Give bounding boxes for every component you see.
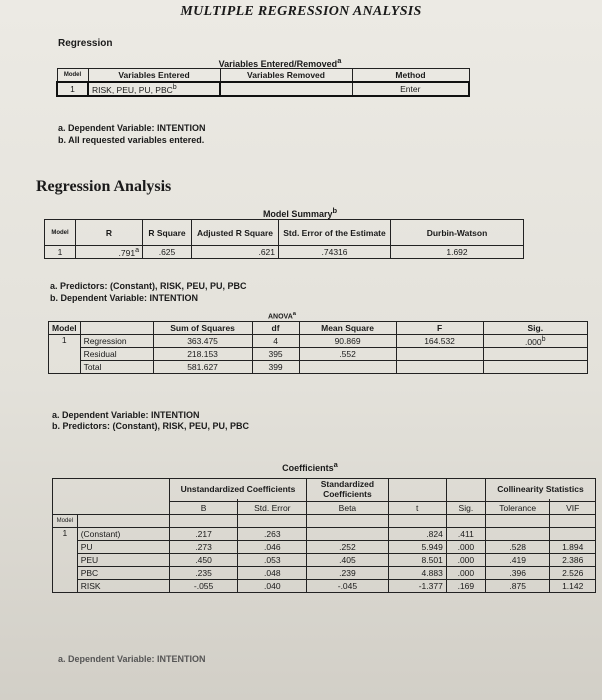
cell-ms xyxy=(299,361,396,374)
cell-std-error: .74316 xyxy=(279,246,391,259)
model-summary-caption: Model Summary$^b$ xyxy=(262,206,338,219)
col-r: R xyxy=(76,220,143,246)
footnote: b. Dependent Variable: INTENTION xyxy=(50,293,199,303)
anova-caption: ANOVA$^a$ xyxy=(267,311,296,321)
cell-label: Residual xyxy=(80,348,153,361)
col-vif: VIF xyxy=(550,502,596,515)
col-std-error: Std. Error xyxy=(238,502,307,515)
cell-t: 5.949 xyxy=(388,541,446,554)
cell-vif xyxy=(550,528,596,541)
cell-vif: 1.894 xyxy=(550,541,596,554)
cell-ms: .552 xyxy=(299,348,396,361)
cell-beta xyxy=(307,528,388,541)
cell-f: 164.532 xyxy=(396,335,483,348)
cell-t: 4.883 xyxy=(388,567,446,580)
col-t: t xyxy=(388,502,446,515)
col-model: Model xyxy=(49,322,81,335)
cell-df: 4 xyxy=(252,335,299,348)
col-adjusted-r-square: Adjusted R Square xyxy=(192,220,279,246)
cell-label: (Constant) xyxy=(77,528,169,541)
cell-tolerance: .875 xyxy=(485,580,550,593)
cell-method: Enter xyxy=(352,82,469,96)
footnote: a. Predictors: (Constant), RISK, PEU, PU, PBC xyxy=(50,281,247,291)
coefficients-table xyxy=(52,478,596,593)
cell-f xyxy=(396,348,483,361)
cell-ms: 90.869 xyxy=(299,335,396,348)
col-f: F xyxy=(396,322,483,335)
cell-vif: 2.386 xyxy=(550,554,596,567)
coefficients-caption: Coefficients$^a$ xyxy=(282,460,338,473)
cell-t: -1.377 xyxy=(388,580,446,593)
cell-f xyxy=(396,361,483,374)
cell-r: .791$^a$ xyxy=(76,246,143,259)
cell-sig xyxy=(483,361,587,374)
col-label xyxy=(80,322,153,335)
col-tolerance: Tolerance xyxy=(485,502,550,515)
cell-entered: RISK, PEU, PU, PBC$^b$ xyxy=(88,82,220,96)
cell-beta: -.045 xyxy=(307,580,388,593)
cell-b: .217 xyxy=(169,528,238,541)
cell-sig: .000 xyxy=(446,567,485,580)
col-variables-entered: Variables Entered xyxy=(88,69,220,83)
col-df: df xyxy=(252,322,299,335)
cell-ss: 581.627 xyxy=(153,361,252,374)
col-variables-removed: Variables Removed xyxy=(220,69,352,83)
cell-beta: .239 xyxy=(307,567,388,580)
cell-beta: .252 xyxy=(307,541,388,554)
col-method: Method xyxy=(352,69,469,83)
cell-tolerance: .419 xyxy=(485,554,550,567)
cell-se: .263 xyxy=(238,528,307,541)
col-collinearity: Collinearity Statistics xyxy=(485,479,595,500)
cell-adjusted-r-square: .621 xyxy=(192,246,279,259)
col-sum-of-squares: Sum of Squares xyxy=(153,322,252,335)
cell-model: 1 xyxy=(49,335,81,374)
cell-df: 395 xyxy=(252,348,299,361)
cell-label: PEU xyxy=(77,554,169,567)
cell-model-header: Model xyxy=(53,515,78,528)
footnote: a. Dependent Variable: INTENTION xyxy=(52,410,200,420)
cell-t: .824 xyxy=(388,528,446,541)
variables-table-caption: Variables Entered/Removed$^a$ xyxy=(218,56,342,69)
cell-tolerance xyxy=(485,528,550,541)
regression-analysis-heading: Regression Analysis xyxy=(36,178,172,195)
cell-b: -.055 xyxy=(169,580,238,593)
col-mean-square: Mean Square xyxy=(299,322,396,335)
cell-t: 8.501 xyxy=(388,554,446,567)
footnote: b. All requested variables entered. xyxy=(58,135,205,145)
footnote: a. Dependent Variable: INTENTION xyxy=(58,123,206,133)
cell-se: .046 xyxy=(238,541,307,554)
col-sig: Sig. xyxy=(446,502,485,515)
cell-sig: .411 xyxy=(446,528,485,541)
col-model: Model xyxy=(45,220,76,246)
cell-beta: .405 xyxy=(307,554,388,567)
cell-label: Total xyxy=(80,361,153,374)
cell-se: .053 xyxy=(238,554,307,567)
cell-removed xyxy=(220,82,352,96)
cell-label: Regression xyxy=(80,335,153,348)
col-standardized: Standardized Coefficients xyxy=(307,479,388,500)
cell-sig: .000$^b$ xyxy=(483,335,587,348)
col-model: Model xyxy=(57,69,88,83)
page-title: MULTIPLE REGRESSION ANALYSIS xyxy=(180,4,422,19)
cell-ss: 218.153 xyxy=(153,348,252,361)
cell-sig: .000 xyxy=(446,554,485,567)
col-b: B xyxy=(169,502,238,515)
cell-vif: 1.142 xyxy=(550,580,596,593)
col-sig: Sig. xyxy=(483,322,587,335)
cell-df: 399 xyxy=(252,361,299,374)
cell-durbin-watson: 1.692 xyxy=(391,246,524,259)
cell-r-square: .625 xyxy=(143,246,192,259)
cell-model: 1 xyxy=(57,82,88,96)
footnote: b. Predictors: (Constant), RISK, PEU, PU, PBC xyxy=(52,421,250,431)
cell-b: .450 xyxy=(169,554,238,567)
col-durbin-watson: Durbin-Watson xyxy=(391,220,524,246)
cell-b: .235 xyxy=(169,567,238,580)
cell-se: .048 xyxy=(238,567,307,580)
cell-b: .273 xyxy=(169,541,238,554)
cell-se: .040 xyxy=(238,580,307,593)
footnote: a. Dependent Variable: INTENTION xyxy=(58,654,206,664)
col-unstandardized: Unstandardized Coefficients xyxy=(169,479,307,500)
cell-label: PBC xyxy=(77,567,169,580)
cell-model: 1 xyxy=(45,246,76,259)
cell-label: PU xyxy=(77,541,169,554)
cell-sig: .169 xyxy=(446,580,485,593)
model-summary-table xyxy=(44,219,524,259)
cell-label: RISK xyxy=(77,580,169,593)
col-std-error: Std. Error of the Estimate xyxy=(279,220,391,246)
cell-sig xyxy=(483,348,587,361)
regression-heading: Regression xyxy=(58,38,113,49)
anova-table xyxy=(48,321,588,374)
cell-tolerance: .396 xyxy=(485,567,550,580)
variables-entered-table xyxy=(56,68,470,97)
col-r-square: R Square xyxy=(143,220,192,246)
cell-vif: 2.526 xyxy=(550,567,596,580)
cell-model: 1 xyxy=(53,528,78,593)
cell-ss: 363.475 xyxy=(153,335,252,348)
col-beta: Beta xyxy=(307,502,388,515)
cell-sig: .000 xyxy=(446,541,485,554)
cell-tolerance: .528 xyxy=(485,541,550,554)
